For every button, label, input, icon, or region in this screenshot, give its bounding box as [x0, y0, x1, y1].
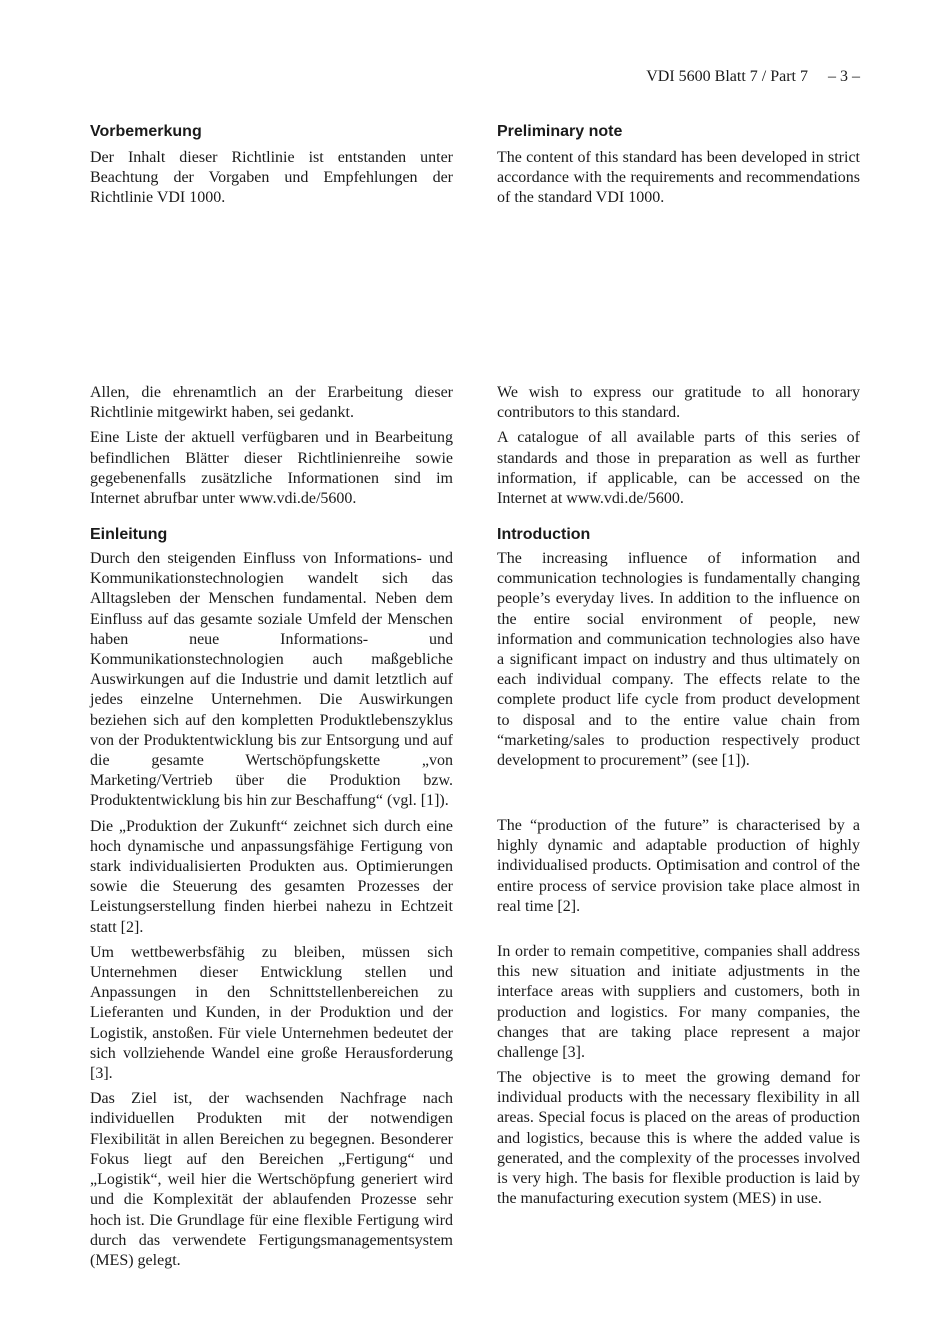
english-intro-paragraph-4: The objective is to meet the growing demand for individual products with the necessary flexibility in all areas. Special focus is placed on the areas of production and logistics, because this is where the added value is generated, and the complexity of the processes involved is very high. The basis for flexible production is laid by the manufacturing execution system (MES) in use.: [497, 1069, 860, 1208]
english-intro-paragraph-3: In order to remain competitive, companies shall address this new situation and initiate adjustments in the interface areas with suppliers and customers, both in production and logistics. For many companies, the changes that are taking place represent a major challenge [3].: [497, 943, 860, 1062]
german-intro-paragraph-2: Die „Produktion der Zukunft“ zeichnet sich durch eine hoch dynamische und anpassungsfähige Fertigung von stark individualisierten Produkten aus. Optimierungen sowie die Steuerung des gesamten Prozesses der Leistungserstellung finden hierbei nahezu in Echtzeit statt [2].: [90, 817, 453, 936]
german-preliminary-heading: Vorbemerkung: [90, 123, 202, 140]
german-thanks-section: [90, 383, 453, 509]
german-intro-paragraph-4: Das Ziel ist, der wachsenden Nachfrage nach individuellen Produkten mit der notwendigen Flexibilität in allen Bereichen zu begegnen. Besonderer Fokus liegt auf den Bereichen „Fertigung“ und „Logistik“, weil hier die Wertschöpfung generiert wird und die Komplexität der ablaufenden Prozesse sehr hoch ist. Die Grundlage für eine flexible Fertigung wird durch das verwendete Fertigungsmanagementsystem (MES) gelegt.: [90, 1090, 453, 1269]
english-thanks-section: [497, 383, 860, 509]
english-intro-paragraph-2: The “production of the future” is characterised by a highly dynamic and adaptable production of highly individualised products. Optimisation and control of the entire process of service provision take place almost in real time [2].: [497, 817, 860, 915]
english-introduction-heading: Introduction: [497, 526, 591, 543]
page-header: [646, 66, 860, 88]
german-intro-paragraph-1: Durch den steigenden Einfluss von Informations- und Kommunikationstechnologien wandelt sich das Alltagsleben der Menschen fundamental. Neben dem Einfluss auf das gesamte soziale Umfeld der Menschen haben neue Informations- und Kommunikationstechnologien auch maßgebliche Auswirkungen auf die Industrie und damit letztlich auf jedes einzelne Unternehmen. Die Auswirkungen beziehen sich auf den kompletten Produktlebenszyklus von der Produktentwicklung bis zur Entsorgung und auf die gesamte Wertschöpfungskette „von Marketing/Vertrieb über die Produktion bzw. Produktentwicklung bis hin zur Beschaffung“ (vgl. [1]).: [90, 550, 453, 810]
english-preliminary-heading: Preliminary note: [497, 123, 623, 140]
german-introduction-heading: Einleitung: [90, 526, 168, 543]
english-intro-paragraph-1: The increasing influence of information and communication technologies is fundamentally changing people’s everyday lives. In addition to the influence on the entire social environment of people, new information and communication technologies also have a significant impact on industry and thus ultimately on each individual company. The effects relate to the complete product life cycle from product development to disposal and to the entire value chain from “marketing/sales to production respectively product development to procurement” (see [1]).: [497, 550, 860, 770]
german-intro-paragraph-3: Um wettbewerbsfähig zu bleiben, müssen sich Unternehmen dieser Entwicklung stellen und Anpassungen in den Schnittstellenbereichen zu Lieferanten und Kunden, in der Produktion und der Logistik, anstoßen. Für viele Unternehmen bedeutet der sich vollziehende Wandel eine große Herausforderung [3].: [90, 943, 453, 1083]
german-thanks-text: Allen, die ehrenamtlich an der Erarbeitung dieser Richtlinie mitgewirkt haben, sei gedankt.: [90, 384, 453, 422]
page-number: – 3 –: [828, 68, 860, 85]
english-introduction-section: [497, 524, 860, 771]
english-intro-paragraph-4-block: [497, 1068, 860, 1209]
german-preliminary-section: [90, 121, 453, 209]
english-preliminary-text: The content of this standard has been developed in strict accordance with the requirements and recommendations of the standard VDI 1000.: [497, 149, 860, 207]
german-introduction-section: [90, 524, 453, 1271]
english-intro-paragraph-2-block: [497, 816, 860, 917]
english-thanks-text: We wish to express our gratitude to all honorary contributors to this standard.: [497, 384, 860, 422]
document-id: VDI 5600 Blatt 7 / Part 7: [646, 68, 808, 85]
german-catalogue-text: Eine Liste der aktuell verfügbaren und in Bearbeitung befindlichen Blätter dieser Richtlinienreihe sowie gegebenenfalls zusätzliche Informationen sind im Internet abrufbar unter www.vdi.de/5600.: [90, 429, 453, 508]
german-preliminary-text: Der Inhalt dieser Richtlinie ist entstanden unter Beachtung der Vorgaben und Empfehlungen der Richtlinie VDI 1000.: [90, 149, 453, 207]
english-preliminary-section: [497, 121, 860, 209]
english-catalogue-text: A catalogue of all available parts of this series of standards and those in preparation as well as further information, if applicable, can be accessed on the Internet at www.vdi.de/5600.: [497, 429, 860, 508]
english-intro-paragraph-3-block: [497, 942, 860, 1063]
